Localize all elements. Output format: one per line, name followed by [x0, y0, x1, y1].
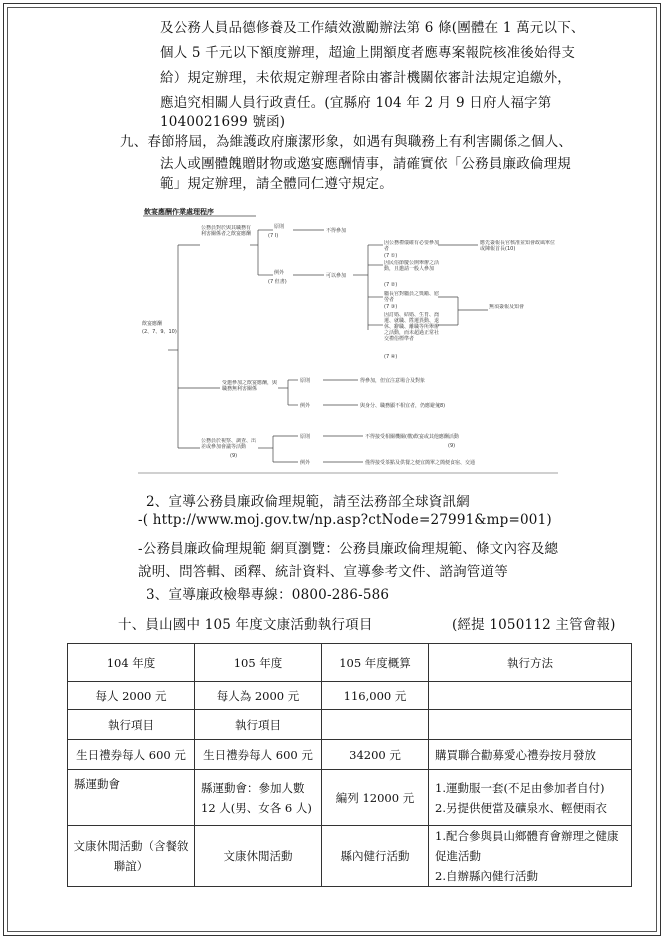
- table-cell: [429, 710, 632, 740]
- flow-b2-rule: 原則: [300, 378, 311, 384]
- flow-b1-exc-ref: (7 但書): [268, 279, 287, 285]
- flow-c-out: 無須簽報及知會: [489, 304, 525, 310]
- flow-c4: 因訂婚、結婚、生育、喬遷、就職、陞遷異動、退休、辭職、離職等所舉辦之活動，而未超過正常社交禮俗標準者: [384, 312, 440, 342]
- table-cell: 縣內健行活動: [322, 826, 429, 887]
- table-cell: 文康休閒活動（含餐敘聯誼）: [68, 826, 195, 887]
- flow-b2-exc-out: 與身分、職務顯不相宜者，仍應避免: [360, 403, 441, 409]
- flow-b3-ref: (9): [230, 453, 238, 459]
- flow-c1: 因公務禮儀確有必要參加者: [384, 240, 439, 252]
- flow-b3-rule-out: 不得接受相關機關(構)飲宴或其他應酬活動: [365, 434, 459, 440]
- flow-b2: 受邀參加之飲宴應酬，與職務無利害關係: [222, 380, 278, 392]
- flow-c2: 因民俗節慶公開舉辦之活動，且邀請一般人參加: [384, 260, 439, 272]
- table-cell: 每人為 2000 元: [195, 682, 322, 710]
- flow-b2-exc: 例外: [300, 403, 311, 409]
- header-cell: 105 年度概算: [322, 644, 429, 682]
- flow-c1-ref: (7 ①): [384, 253, 398, 259]
- paragraph-line: 及公務人員品德修養及工作績效激勵辦法第 6 條(團體在 1 萬元以下、: [160, 20, 585, 36]
- table-row: [68, 710, 632, 740]
- table-cell: 編列 12000 元: [322, 770, 429, 826]
- flow-b3-exc: 例外: [300, 460, 311, 466]
- flow-b1: 公務員對於與其職務有利害關係者之飲宴應酬: [201, 225, 251, 237]
- item-9-line: 九、春節將屆，為維護政府廉潔形象，如遇有與職務上有利害關係之個人、: [120, 134, 573, 150]
- flow-b2-exc-ref: (8): [438, 403, 446, 409]
- flow-c3-ref: (7 ③): [384, 304, 398, 310]
- table-cell: 生日禮券每人 600 元: [68, 740, 195, 770]
- flow-b1-exc: 例外: [274, 270, 285, 276]
- activity-table: [67, 643, 632, 887]
- table-cell: 執行項目: [68, 710, 195, 740]
- flow-b3-rule-ref: (9): [448, 443, 456, 449]
- flow-c3: 屬長官對屬員之獎勵、慰勞者: [384, 291, 439, 303]
- paragraph-line: 給）規定辦理，未依規定辦理者除由審計機關依審計法規定追繳外，: [160, 70, 571, 86]
- table-cell: 34200 元: [322, 740, 429, 770]
- flow-b3-rule: 原則: [300, 434, 311, 440]
- item-10-note: (經提 1050112 主管會報): [452, 617, 616, 633]
- table-cell: 116,000 元: [322, 682, 429, 710]
- hotline: 3、宣導廉政檢舉專線：0800-286-586: [146, 587, 390, 603]
- table-cell: 生日禮券每人 600 元: [195, 740, 322, 770]
- item-2-line: 說明、問答輯、函釋、統計資料、宣導參考文件、諮詢管道等: [138, 564, 508, 580]
- table-header-row: [68, 644, 632, 682]
- item-2-url: -( http://www.moj.gov.tw/np.asp?ctNode=27991&mp=001): [138, 512, 552, 528]
- paragraph-line: 1040021699 號函): [160, 114, 286, 130]
- flow-b3-exc-out: 僅得接受茶點及供餐之便宜簡單之簡便食宿、交通: [365, 460, 476, 466]
- table-cell: [322, 710, 429, 740]
- flow-c4-ref: (7 ④): [384, 354, 398, 360]
- table-row: [68, 682, 632, 710]
- table-cell: 縣運動會: [68, 770, 195, 826]
- flow-b3: 公務員於視察、調查、出差或參加會議等活動: [201, 438, 257, 450]
- header-cell: 105 年度: [195, 644, 322, 682]
- flow-b2-rule-out: 得參加，但宜注意場合及對象: [360, 378, 426, 384]
- table-row: [68, 826, 632, 887]
- flow-root: 飲宴應酬: [142, 321, 163, 327]
- table-cell: 縣運動會：參加人數 12 人(男、女各 6 人): [195, 770, 322, 826]
- flow-c1-out: 應先簽報長官核准並知會政風單位或陳報首長(10): [480, 240, 555, 252]
- flow-b1-rule: 原則: [274, 224, 285, 230]
- table-cell: 購買聯合勸募愛心禮券按月發放: [429, 740, 632, 770]
- table-cell: [429, 682, 632, 710]
- table-row: [68, 770, 632, 826]
- flow-c2-ref: (7 ②): [384, 282, 398, 288]
- item-9-line: 範」規定辦理，請全體同仁遵守規定。: [160, 176, 393, 192]
- flow-b1-rule-ref: (7 I): [268, 233, 279, 239]
- header-cell: 執行方法: [429, 644, 632, 682]
- table-cell: 1.運動服一套(不足由參加者自付) 2.另提供便當及礦泉水、輕便雨衣: [429, 770, 632, 826]
- item-9-line: 法人或團體餽贈財物或邀宴應酬情事，請確實依「公務員廉政倫理規: [160, 156, 571, 172]
- table-cell: 1.配合參與員山鄉體育會辦理之健康促進活動 2.自辦縣內健行活動: [429, 826, 632, 887]
- table-cell: 每人 2000 元: [68, 682, 195, 710]
- flow-b1-rule-out: 不得參加: [326, 228, 347, 234]
- header-cell: 104 年度: [68, 644, 195, 682]
- item-2-line: -公務員廉政倫理規範 網頁瀏覽：公務員廉政倫理規範、條文內容及總: [138, 541, 559, 557]
- item-10-title: 十、員山國中 105 年度文康活動執行項目: [118, 617, 373, 633]
- table-row: [68, 740, 632, 770]
- item-2-line: 2、宣導公務員廉政倫理規範，請至法務部全球資訊網: [146, 494, 470, 510]
- flow-title: 飲宴應酬作業處理程序: [144, 208, 214, 216]
- banquet-flowchart: [138, 200, 558, 475]
- table-cell: 文康休閒活動: [195, 826, 322, 887]
- table-cell: 執行項目: [195, 710, 322, 740]
- paragraph-line: 應追究相關人員行政責任。(宜縣府 104 年 2 月 9 日府人福字第: [160, 95, 552, 111]
- flow-root-ref: (2、7、9、10): [142, 329, 177, 335]
- flow-b1-exc-out: 可以參加: [326, 273, 347, 279]
- paragraph-line: 個人 5 千元以下額度辦理，超逾上開額度者應專案報院核准後始得支: [160, 45, 576, 61]
